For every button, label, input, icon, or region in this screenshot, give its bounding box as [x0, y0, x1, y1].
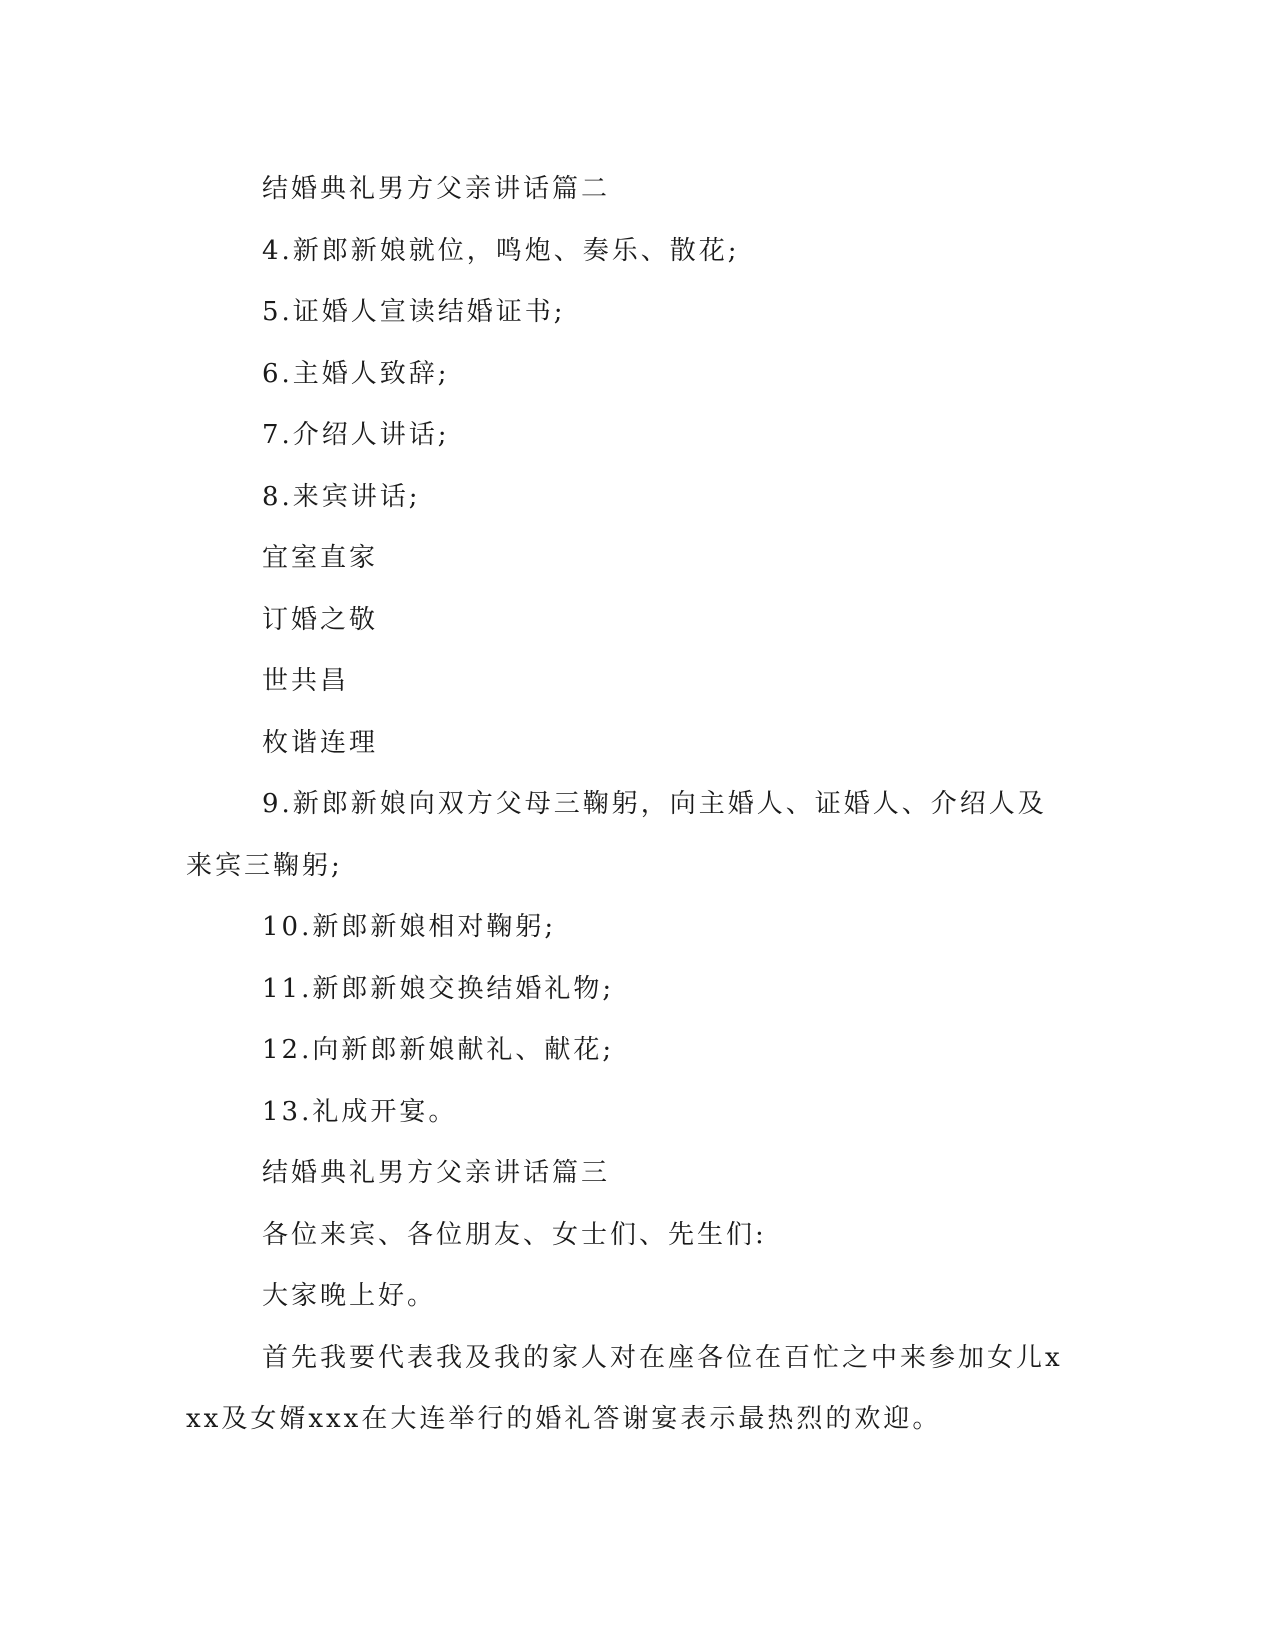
paragraph: 12.向新郎新娘献礼、献花;: [262, 1035, 615, 1065]
paragraph: 宜室直家: [262, 543, 379, 573]
section-heading: 结婚典礼男方父亲讲话篇二: [262, 174, 611, 204]
paragraph: 9.新郎新娘向双方父母三鞠躬，向主婚人、证婚人、介绍人及来宾三鞠躬;: [186, 789, 1047, 881]
paragraph: 大家晚上好。: [262, 1281, 437, 1311]
paragraph: 4.新郎新娘就位，鸣炮、奏乐、散花;: [262, 235, 740, 266]
paragraph: 订婚之敬: [262, 604, 379, 635]
paragraph: 首先我要代表我及我的家人对在座各位在百忙之中来参加女儿xxx及女婿xxx在大连举行的婚礼答谢宴表示最热烈的欢迎。: [186, 1342, 1063, 1434]
document-body: [186, 159, 1066, 1451]
paragraph: 枚谐连理: [262, 727, 379, 758]
paragraph: 7.介绍人讲话;: [262, 420, 450, 450]
paragraph: 13.礼成开宴。: [262, 1096, 458, 1127]
paragraph: 世共昌: [262, 666, 350, 696]
section-heading: 结婚典礼男方父亲讲话篇三: [262, 1158, 611, 1188]
paragraph: 各位来宾、各位朋友、女士们、先生们:: [262, 1219, 767, 1250]
paragraph: 11.新郎新娘交换结婚礼物;: [262, 973, 615, 1004]
paragraph: 8.来宾讲话;: [262, 481, 421, 512]
paragraph: 10.新郎新娘相对鞠躬;: [262, 912, 557, 942]
paragraph: 6.主婚人致辞;: [262, 358, 450, 389]
paragraph: 5.证婚人宣读结婚证书;: [262, 297, 566, 327]
